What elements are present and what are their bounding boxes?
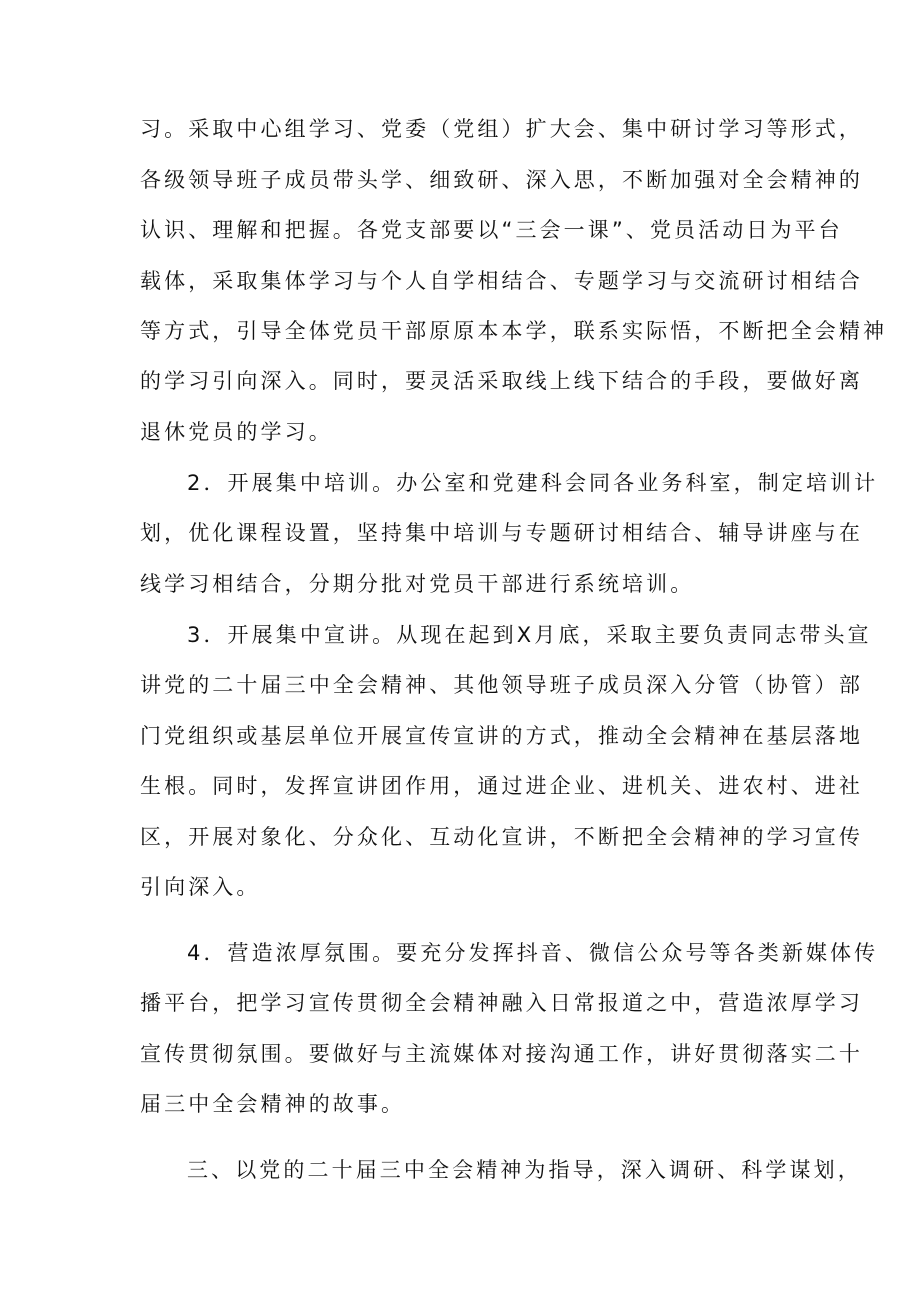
paragraph-1-line-4: 载体，采取集体学习与个人自学相结合、专题学习与交流研讨相结合 — [140, 269, 863, 293]
section-heading-3: 三、以党的二十届三中全会精神为指导，深入调研、科学谋划， — [187, 1158, 862, 1182]
paragraph-2-line-2: 划，优化课程设置，坚持集中培训与专题研讨相结合、辅导讲座与在 — [140, 521, 863, 545]
paragraph-1-line-5: 等方式，引导全体党员干部原原本本学，联系实际悟，不断把全会精神 — [140, 319, 888, 343]
paragraph-4-line-4: 届三中全会精神的故事。 — [140, 1092, 406, 1116]
paragraph-3-line-5: 区，开展对象化、分众化、互动化宣讲，不断把全会精神的学习宣传 — [140, 825, 863, 849]
paragraph-2-line-3: 线学习相结合，分期分批对党员干部进行系统培训。 — [140, 572, 695, 596]
paragraph-1-line-2: 各级领导班子成员带头学、细致研、深入思，不断加强对全会精神的 — [140, 168, 863, 192]
paragraph-1-line-3: 认识、理解和把握。各党支部要以“三会一课”、党员活动日为平台 — [140, 218, 843, 242]
paragraph-3-line-1: 3．开展集中宣讲。从现在起到X月底，采取主要负责同志带头宣 — [187, 623, 872, 647]
paragraph-3-line-2: 讲党的二十届三中全会精神、其他领导班子成员深入分管（协管）部 — [140, 673, 863, 697]
paragraph-4-line-2: 播平台，把学习宣传贯彻全会精神融入日常报道之中，营造浓厚学习 — [140, 991, 863, 1015]
paragraph-4-line-3: 宣传贯彻氛围。要做好与主流媒体对接沟通工作，讲好贯彻落实二十 — [140, 1042, 863, 1066]
paragraph-1-line-1: 习。采取中心组学习、党委（党组）扩大会、集中研讨学习等形式， — [140, 117, 863, 141]
paragraph-1-line-6: 的学习引向深入。同时，要灵活采取线上线下结合的手段，要做好离 — [140, 369, 863, 393]
paragraph-4-line-1: 4．营造浓厚氛围。要充分发挥抖音、微信公众号等各类新媒体传 — [187, 941, 879, 965]
paragraph-3-line-3: 门党组织或基层单位开展宣传宣讲的方式，推动全会精神在基层落地 — [140, 724, 863, 748]
paragraph-1-line-7: 退休党员的学习。 — [140, 420, 333, 444]
paragraph-3-line-4: 生根。同时，发挥宣讲团作用，通过进企业、进机关、进农村、进社 — [140, 774, 863, 798]
paragraph-2-line-1: 2．开展集中培训。办公室和党建科会同各业务科室，制定培训计 — [187, 471, 879, 495]
paragraph-3-line-6: 引向深入。 — [140, 875, 261, 899]
